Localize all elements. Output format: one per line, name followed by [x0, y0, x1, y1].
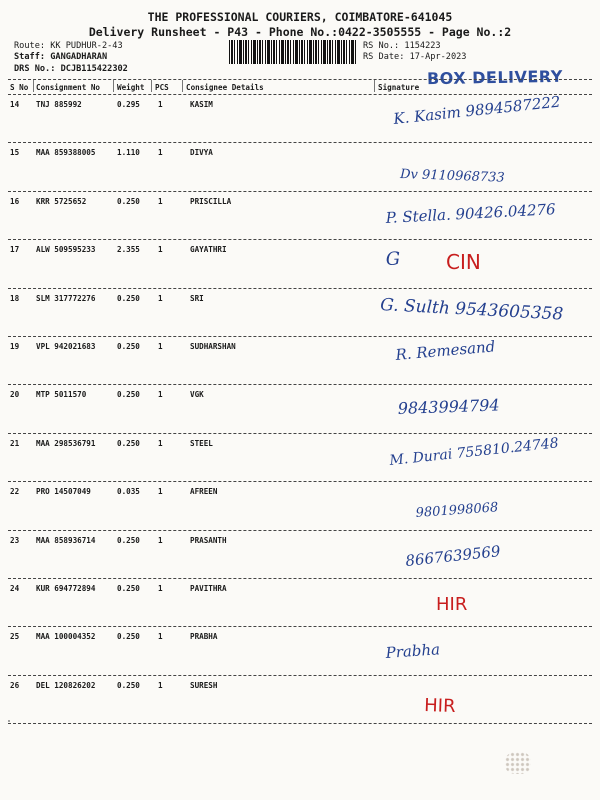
signature-text: HIR	[436, 594, 468, 615]
signature-text: HIR	[423, 694, 456, 717]
signature	[380, 193, 590, 239]
row-consignment: PRO 14507049	[36, 487, 91, 497]
col-divider	[182, 80, 183, 92]
row-pcs: 1	[158, 438, 163, 448]
row-consignment: ALW 509595233	[36, 245, 96, 255]
col-consignment: Consignment No	[36, 83, 101, 92]
signature-text: G. Sulth 9543605358	[379, 294, 564, 325]
row-weight: 0.250	[117, 584, 140, 593]
row-consignee: AFREEN	[190, 487, 218, 497]
staff-name: GANGADHARAN	[50, 52, 108, 62]
row-consignee: PRASANTH	[190, 535, 227, 545]
row-pcs: 1	[158, 390, 163, 400]
row-consignee: SRI	[190, 293, 204, 303]
row-pcs: 1	[158, 196, 163, 206]
row-consignee: STEEL	[190, 438, 213, 448]
signature	[380, 92, 590, 142]
row-separator	[8, 191, 592, 192]
header-top-rule	[8, 79, 592, 80]
row-pcs: 1	[158, 100, 163, 109]
row-sno: 16	[10, 196, 20, 206]
row-consignee: DIVYA	[190, 148, 213, 158]
col-divider	[374, 80, 375, 92]
row-sno: 21	[10, 438, 20, 448]
signature	[380, 290, 590, 336]
col-sno: S No	[10, 83, 29, 92]
header-bottom-rule	[8, 94, 592, 95]
row-consignment: SLM 317772276	[36, 293, 96, 303]
row-pcs: 1	[158, 584, 163, 593]
row-consignment: MTP 5011570	[36, 390, 87, 400]
runsheet-subtitle: Delivery Runsheet - P43 - Phone No.:0422-3505555 - Page No.:2	[88, 25, 512, 39]
row-weight: 0.250	[117, 342, 140, 351]
signature-text: Dv 9110968733	[399, 167, 505, 187]
signature-text: Prabha	[385, 640, 441, 663]
row-pcs: 1	[158, 342, 163, 351]
col-signature: Signature	[378, 83, 420, 92]
row-pcs: 1	[158, 535, 163, 545]
table-row	[0, 677, 600, 725]
row-weight: 0.250	[117, 680, 140, 690]
signature-text: 9801998068	[415, 500, 499, 522]
table-row	[0, 580, 600, 628]
signature-text: P. Stella. 90426.04276	[385, 199, 557, 227]
drs-label: DRS No.:	[14, 64, 56, 74]
table-row	[0, 338, 600, 386]
row-separator	[8, 626, 592, 627]
table-row	[0, 290, 600, 338]
row-consignment: MAA 298536791	[36, 438, 96, 448]
row-weight: 1.110	[117, 148, 140, 158]
row-weight: 0.250	[117, 632, 140, 642]
table-row	[0, 144, 600, 192]
row-consignee: PRISCILLA	[190, 196, 232, 206]
row-pcs: 1	[158, 293, 163, 303]
drs-line	[14, 64, 128, 75]
signature	[380, 677, 590, 723]
row-sno: 24	[10, 584, 20, 593]
row-separator	[8, 288, 592, 289]
company-title: THE PROFESSIONAL COURIERS, COIMBATORE-641045	[147, 10, 453, 24]
row-consignment: MAA 858936714	[36, 535, 96, 545]
signature	[380, 580, 590, 626]
signature	[380, 628, 590, 674]
row-separator	[8, 384, 592, 385]
row-consignee: PAVITHRA	[190, 584, 227, 593]
row-weight: 0.250	[117, 196, 140, 206]
table-row	[0, 483, 600, 531]
col-weight: Weight	[117, 83, 145, 92]
row-consignee: SURESH	[190, 680, 218, 690]
row-separator	[8, 336, 592, 337]
table-row	[0, 193, 600, 241]
row-weight: 2.355	[117, 245, 140, 255]
row-consignment: MAA 859388005	[36, 148, 96, 158]
table-row	[0, 435, 600, 483]
row-sno: 14	[10, 100, 20, 109]
row-weight: 0.250	[117, 438, 140, 448]
row-pcs: 1	[158, 148, 163, 158]
row-consignee: PRABHA	[190, 632, 218, 642]
signature	[380, 435, 590, 481]
row-consignment: VPL 942021683	[36, 342, 96, 351]
signature	[380, 241, 590, 287]
row-consignee: KASIM	[190, 100, 213, 109]
row-separator	[8, 578, 592, 579]
rs-date: RS Date: 17-Apr-2023	[363, 52, 467, 62]
speck-dot	[8, 720, 10, 722]
signature-text: R. Remesand	[394, 337, 496, 364]
row-sno: 17	[10, 245, 20, 255]
table-row	[0, 532, 600, 580]
row-consignment: KUR 694772894	[36, 584, 96, 593]
stain-mark	[505, 752, 531, 774]
row-pcs: 1	[158, 245, 163, 255]
row-weight: 0.250	[117, 293, 140, 303]
row-consignee: SUDHARSHAN	[190, 342, 236, 351]
row-separator	[8, 433, 592, 434]
row-sno: 15	[10, 148, 20, 158]
staff-label: Staff:	[14, 52, 46, 62]
col-pcs: PCS	[155, 83, 169, 92]
col-consignee: Consignee Details	[186, 83, 264, 92]
row-consignment: MAA 100004352	[36, 632, 96, 642]
table-row	[0, 386, 600, 434]
row-pcs: 1	[158, 632, 163, 642]
row-consignment: DEL 120826202	[36, 680, 96, 690]
box-delivery-stamp: BOX DELIVERY	[426, 66, 563, 89]
signature-text: K. Kasim 9894587222	[392, 92, 562, 128]
row-separator	[8, 142, 592, 143]
row-weight: 0.250	[117, 390, 140, 400]
signature	[380, 144, 590, 190]
row-pcs: 1	[158, 487, 163, 497]
drs-number: DCJB115422302	[60, 64, 128, 74]
row-separator	[8, 723, 592, 724]
signature	[380, 483, 590, 529]
row-sno: 22	[10, 487, 20, 497]
signature-text: 9843994794	[397, 395, 500, 419]
row-separator	[8, 239, 592, 240]
row-weight: 0.250	[117, 535, 140, 545]
signature-text: CIN	[446, 250, 481, 275]
row-consignment: KRR 5725652	[36, 196, 87, 206]
col-divider	[33, 80, 34, 92]
route-label: Route: KK PUDHUR-2-43	[14, 41, 123, 51]
row-sno: 25	[10, 632, 20, 642]
row-consignment: TNJ 885992	[36, 100, 82, 109]
row-sno: 20	[10, 390, 20, 400]
row-sno: 26	[10, 680, 20, 690]
table-row	[0, 628, 600, 676]
col-divider	[151, 80, 152, 92]
signature-text: M. Durai 755810.24748	[388, 435, 560, 469]
table-row	[0, 92, 600, 144]
signature	[380, 338, 590, 384]
signature-text: 8667639569	[404, 541, 502, 570]
rs-number: RS No.: 1154223	[363, 41, 441, 51]
row-consignee: GAYATHRI	[190, 245, 227, 255]
signature-text: G	[385, 248, 401, 271]
staff-line	[14, 52, 107, 63]
signature	[380, 386, 590, 432]
row-weight: 0.295	[117, 100, 140, 109]
row-separator	[8, 481, 592, 482]
signature	[380, 532, 590, 578]
row-pcs: 1	[158, 680, 163, 690]
row-sno: 19	[10, 342, 20, 351]
row-consignee: VGK	[190, 390, 204, 400]
row-weight: 0.035	[117, 487, 140, 497]
barcode	[229, 40, 357, 64]
row-separator	[8, 675, 592, 676]
row-sno: 18	[10, 293, 20, 303]
table-row	[0, 241, 600, 289]
row-separator	[8, 530, 592, 531]
row-sno: 23	[10, 535, 20, 545]
col-divider	[113, 80, 114, 92]
